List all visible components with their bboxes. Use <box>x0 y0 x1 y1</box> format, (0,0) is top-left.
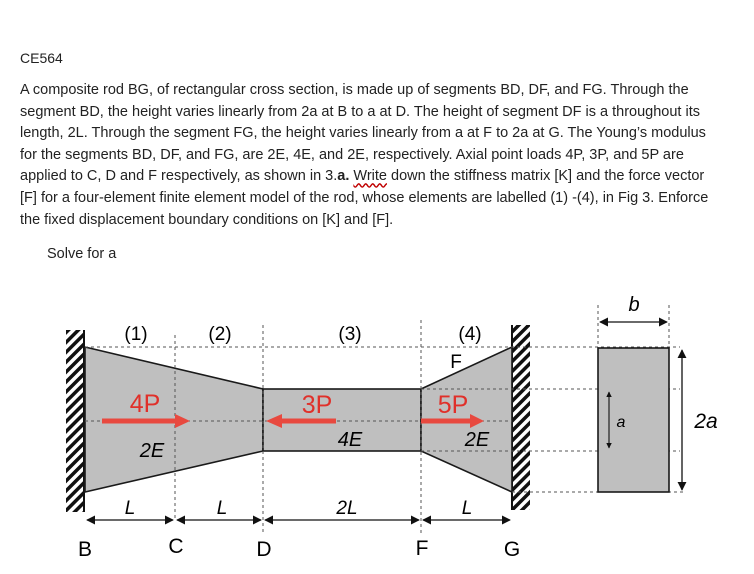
problem-text-after: down the stiffness matrix [K] and the force vector [F] for a four-element finite element model of the rod, whose elements are labelled (1) -(4), in Fig 3. Enforce the fixed displacement boundary conditions on [K] and [F]. <box>20 168 709 228</box>
node-g: G <box>503 538 521 561</box>
node-f-top-label: F <box>450 352 462 373</box>
node-d: D <box>256 538 272 561</box>
node-b: B <box>77 538 93 561</box>
section-outer-height-label: 2a <box>694 410 718 433</box>
problem-text-before: A composite rod BG, of rectangular cross section, is made up of segments BD, DF, and FG. Through the segment BD, the height varies linearly from 2a at B to a at D. The height of segment DF is a throughout its length, 2L. Through the segment FG, the height varies linearly from a at F to 2a at G. The Young’s modulus for the segments BD, DF, and FG, are 2E, 4E, and 2E, respectively. Axial point loads 4P, 3P, and 5P are applied to C, D and F respectively, as shown in 3. <box>20 82 706 185</box>
left-wall-hatch <box>66 330 84 512</box>
write-word: Write <box>353 168 387 185</box>
load-4p: 4P <box>129 390 161 418</box>
modulus-df: 4E <box>337 429 363 451</box>
node-f: F <box>415 537 429 560</box>
modulus-fg: 2E <box>464 429 490 451</box>
course-code: CE564 <box>20 50 63 66</box>
length-fg: L <box>461 498 473 519</box>
load-5p: 5P <box>437 391 469 419</box>
section-width-label: b <box>628 294 640 316</box>
element-label-2: (2) <box>208 324 232 345</box>
element-label-1: (1) <box>124 324 148 345</box>
element-label-4: (4) <box>458 324 482 345</box>
element-label-3: (3) <box>338 324 362 345</box>
length-df: 2L <box>336 498 358 519</box>
solve-prompt: Solve for a <box>47 246 117 262</box>
part-label: a. <box>337 168 350 185</box>
right-wall-hatch <box>512 325 530 510</box>
modulus-bd: 2E <box>139 440 165 462</box>
length-bc: L <box>124 498 136 519</box>
node-c: C <box>168 535 184 558</box>
section-inner-height-label: a <box>616 414 626 431</box>
length-cd: L <box>216 498 228 519</box>
load-3p: 3P <box>301 391 333 419</box>
